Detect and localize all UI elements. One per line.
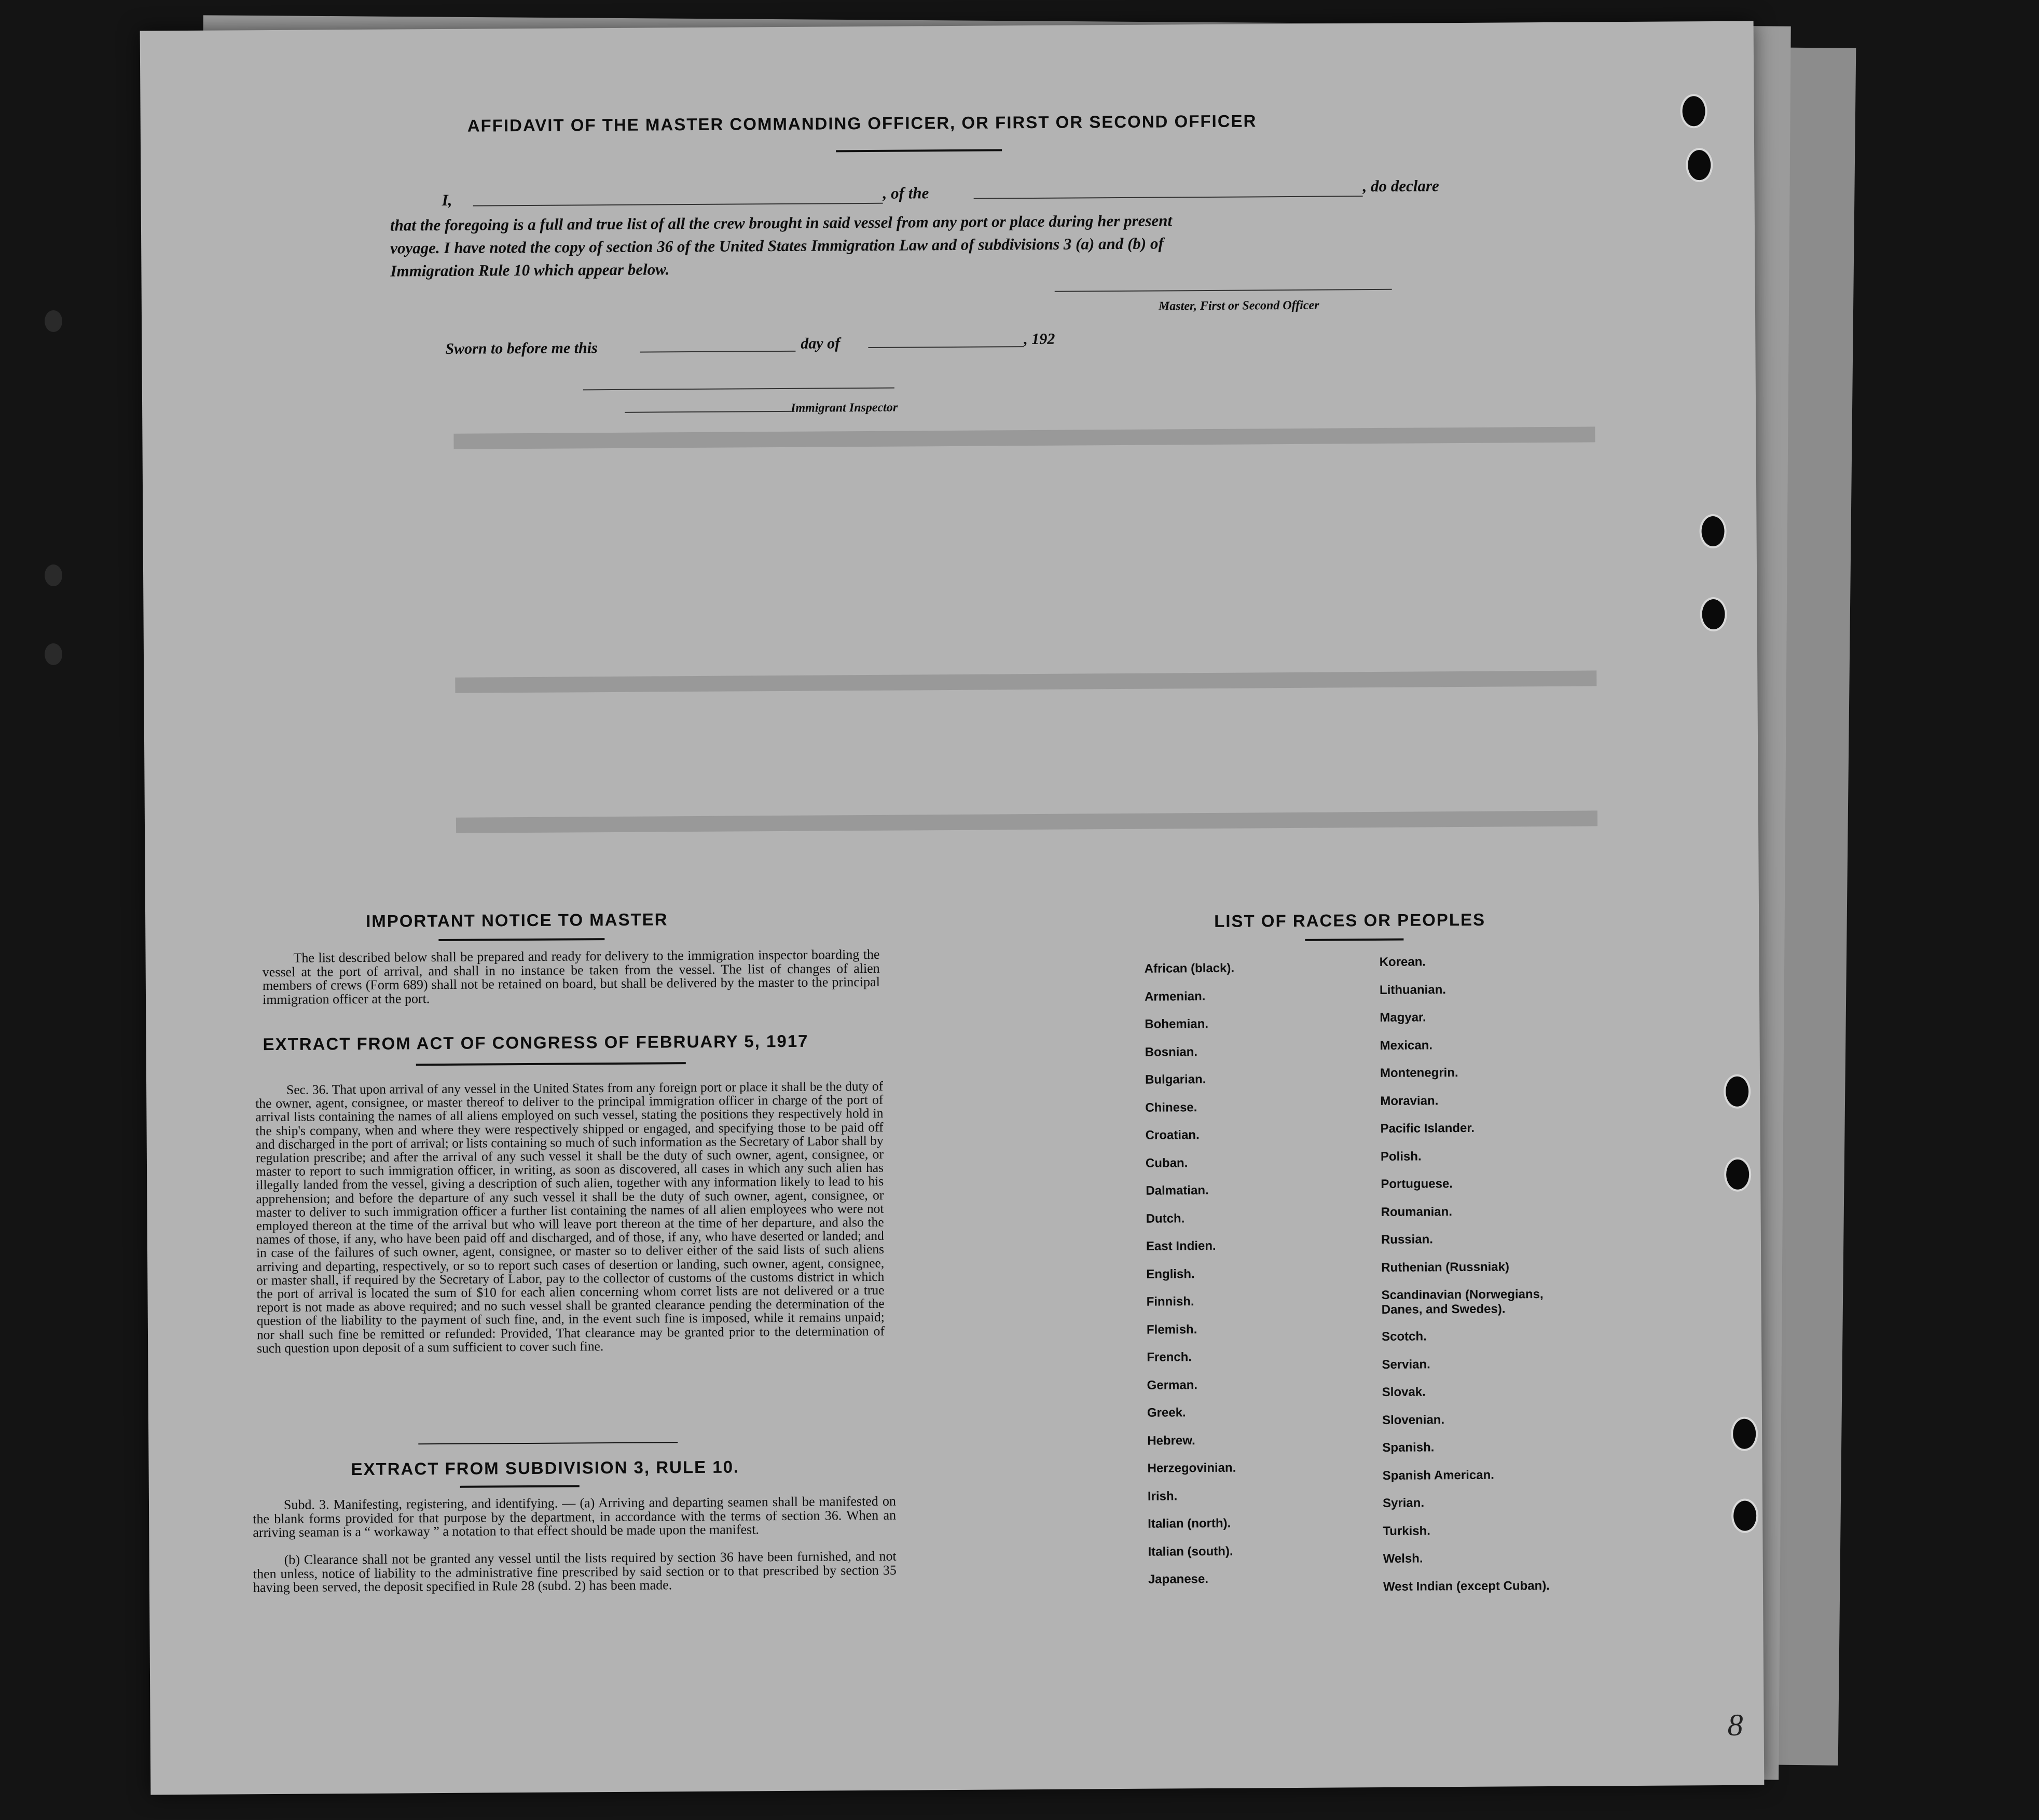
inspector-label: Immigrant Inspector bbox=[791, 401, 898, 415]
race-item: French. bbox=[1147, 1350, 1192, 1364]
affidavit-line-4: Immigration Rule 10 which appear below. bbox=[390, 260, 670, 280]
race-item: Moravian. bbox=[1380, 1093, 1439, 1108]
master-signature-line bbox=[1055, 289, 1392, 292]
race-item: English. bbox=[1146, 1266, 1195, 1281]
margin-mark: 8 bbox=[1727, 1707, 1743, 1742]
races-column-2 bbox=[1380, 954, 1576, 1607]
race-item: Pacific Islander. bbox=[1380, 1121, 1475, 1136]
punch-hole bbox=[1699, 514, 1726, 548]
race-item: Syrian. bbox=[1382, 1496, 1425, 1510]
master-label: Master, First or Second Officer bbox=[1158, 298, 1319, 313]
name-line bbox=[473, 203, 883, 206]
race-item: Bulgarian. bbox=[1145, 1072, 1206, 1087]
month-line bbox=[868, 346, 1024, 348]
punch-hole bbox=[1724, 1074, 1751, 1109]
race-item: Portuguese. bbox=[1381, 1177, 1453, 1191]
race-item: Irish. bbox=[1147, 1488, 1178, 1504]
affidavit-title: AFFIDAVIT OF THE MASTER COMMANDING OFFICER, OR FIRST OR SECOND OFFICER bbox=[467, 111, 1257, 135]
affidavit-line-3: voyage. I have noted the copy of section 36 of the United States Immigration Law and of subdivisions 3 (a) and (b) of bbox=[390, 234, 1164, 257]
race-item: Dutch. bbox=[1146, 1211, 1185, 1226]
rule-extract-text-a: Subd. 3. Manifesting, registering, and identifying. — (a) Arriving and departing seamen shall be manifested on the blank forms provided for that purpose by the department, in accordance with the terms of section 36. When an arriving seaman is a “ workaway ” a notation to that effect should be made upon the manifest. bbox=[253, 1493, 897, 1540]
race-item: Italian (south). bbox=[1148, 1544, 1233, 1559]
race-item: Flemish. bbox=[1146, 1322, 1197, 1337]
race-item: Japanese. bbox=[1148, 1572, 1209, 1587]
bleed-through bbox=[453, 426, 1595, 449]
inspector-signature-line bbox=[625, 411, 791, 413]
sworn-label: Sworn to before me this bbox=[445, 339, 598, 357]
race-item: Croatian. bbox=[1145, 1128, 1200, 1142]
race-item: Greek. bbox=[1147, 1405, 1186, 1420]
race-item: West Indian (except Cuban). bbox=[1383, 1578, 1550, 1594]
notice-underline bbox=[438, 938, 604, 941]
race-item: Spanish. bbox=[1382, 1440, 1435, 1455]
section-divider bbox=[418, 1442, 678, 1444]
binder-hole bbox=[45, 564, 62, 586]
rule-extract-text-b: (b) Clearance shall not be granted any vessel until the lists required by section 36 have been furnished, and not then unless, notice of liability to the administrative fine prescribed by said section or to that prescribed by section 35 having been served, the deposit specified in Rule 28 (subd. 2) has been made. bbox=[253, 1548, 897, 1595]
rule-extract-underline bbox=[460, 1485, 580, 1487]
binder-hole bbox=[45, 643, 62, 665]
race-item: Italian (north). bbox=[1148, 1516, 1231, 1531]
races-title: LIST OF RACES OR PEOPLES bbox=[1214, 909, 1486, 931]
race-item: Magyar. bbox=[1380, 1010, 1426, 1025]
race-item: Scotch. bbox=[1381, 1329, 1427, 1344]
race-item: Dalmatian. bbox=[1146, 1183, 1209, 1198]
punch-hole bbox=[1724, 1157, 1751, 1192]
race-item: Cuban. bbox=[1145, 1155, 1188, 1170]
day-of-label: day of bbox=[801, 335, 841, 352]
race-item: Welsh. bbox=[1383, 1551, 1423, 1566]
affidavit-i: I, bbox=[442, 190, 452, 209]
act-extract-underline bbox=[416, 1062, 686, 1066]
race-item: Bohemian. bbox=[1145, 1016, 1209, 1031]
race-item: Bosnian. bbox=[1145, 1044, 1198, 1059]
race-item: Slovak. bbox=[1382, 1385, 1426, 1399]
race-item: Herzegovinian. bbox=[1147, 1460, 1236, 1476]
race-item: Roumanian. bbox=[1381, 1204, 1453, 1219]
punch-hole bbox=[1700, 597, 1727, 631]
race-item: Armenian. bbox=[1144, 989, 1206, 1004]
inspector-upper-line bbox=[583, 388, 894, 391]
year-label: , 192 bbox=[1024, 330, 1055, 348]
race-item: German. bbox=[1147, 1377, 1198, 1392]
punch-hole bbox=[1686, 148, 1713, 182]
race-item: Turkish. bbox=[1383, 1523, 1431, 1538]
punch-hole bbox=[1731, 1499, 1758, 1533]
race-item: Polish. bbox=[1380, 1149, 1422, 1164]
notice-title: IMPORTANT NOTICE TO MASTER bbox=[366, 909, 668, 931]
race-item: Korean. bbox=[1379, 955, 1426, 969]
race-item: Lithuanian. bbox=[1379, 982, 1446, 997]
race-item: Finnish. bbox=[1146, 1294, 1194, 1309]
race-item: Scandinavian (Norwegians, Danes, and Swedes). bbox=[1381, 1287, 1544, 1317]
vessel-line bbox=[974, 196, 1363, 199]
sworn-day-line bbox=[640, 351, 795, 353]
race-item: Montenegrin. bbox=[1380, 1066, 1458, 1080]
race-item: Russian. bbox=[1381, 1232, 1434, 1247]
race-item: Chinese. bbox=[1145, 1100, 1197, 1115]
notice-text: The list described below shall be prepared and ready for delivery to the immigration inspector boarding the vessel at the port of arrival, and shall in no instance be taken from the vessel. The list of changes of alien members of crews (Form 689) shall not be retained on board, but shall be delivered by the master to the principal immigration officer at the port. bbox=[262, 946, 880, 1007]
rule-extract-title: EXTRACT FROM SUBDIVISION 3, RULE 10. bbox=[351, 1457, 740, 1479]
bleed-through bbox=[455, 670, 1596, 693]
binder-hole bbox=[45, 310, 62, 332]
race-item: Spanish American. bbox=[1382, 1468, 1494, 1483]
punch-hole bbox=[1680, 94, 1707, 128]
act-extract-title: EXTRACT FROM ACT OF CONGRESS OF FEBRUARY 5, 1917 bbox=[263, 1031, 809, 1054]
affidavit-line-2: that the foregoing is a full and true list of all the crew brought in said vessel from any port or place during her present bbox=[390, 211, 1173, 235]
races-underline bbox=[1305, 939, 1403, 941]
act-extract-text: Sec. 36. That upon arrival of any vessel in the United States from any foreign port or place it shall be the duty of the owner, agent, consignee, or master thereof to deliver to the principal immigration officer in charge of the port of arrival lists containing the names of all aliens employed on such vessel, stating the positions they respectively hold in the ship's company, when and where they were respectively shipped or engaged, and specifying those to be paid off and discharged in the port of arrival; or lists containing so much of such information as the Secretary of Labor shall by regulation prescribe; and after the arrival of any such vessel it shall be the duty of such owner, agent, consignee, or master to report to such immigration officer, in writing, as soon as discovered, all cases in which any such alien has illegally landed from the vessel, giving a description of such alien, together with any information likely to lead to his apprehension; and before the departure of any such vessel it shall be the duty of such owner, agent, consignee, or master to deliver to such immigration officer a further list containing the names of all alien employees who were not employed thereon at the time of the arrival but who will leave port thereon at the time of her departure, and also the names of those, if any, who have been paid off and discharged, and of those, if any, who have deserted or landed; and in case of the failures of such owner, agent, consignee, or master so to deliver either of the said lists of such aliens arriving and departing, respectively, or so to report such cases of desertion or landing, such owner, agent, consignee, or master shall, if required by the Secretary of Labor, pay to the collector of customs of the customs district in which the port of arrival is located the sum of $10 for each alien concerning whom corret lists are not delivered or a true report is not made as above required; and no such vessel shall be granted clearance pending the determination of the question of the liability to the payment of such fine, and, in the event such fine is imposed, while it remains unpaid; nor shall such fine be remitted or refunded: Provided, That clearance may be granted prior to the determination of such question upon deposit of a sum sufficient to cover such fine. bbox=[255, 1078, 885, 1356]
document-page bbox=[140, 21, 1765, 1795]
bleed-through bbox=[456, 810, 1597, 833]
title-underline bbox=[836, 149, 1002, 152]
races-column-1 bbox=[1145, 961, 1238, 1601]
race-item: Servian. bbox=[1382, 1357, 1430, 1372]
race-item: African (black). bbox=[1144, 961, 1235, 976]
affidavit-declare: , do declare bbox=[1362, 176, 1439, 196]
race-item: Mexican. bbox=[1380, 1038, 1433, 1053]
race-item: East Indien. bbox=[1146, 1238, 1216, 1253]
race-item: Hebrew. bbox=[1147, 1433, 1195, 1448]
punch-hole bbox=[1731, 1417, 1758, 1451]
race-item: Slovenian. bbox=[1382, 1412, 1445, 1427]
race-item: Ruthenian (Russniak) bbox=[1381, 1259, 1510, 1275]
affidavit-of-the: , of the bbox=[883, 184, 929, 202]
